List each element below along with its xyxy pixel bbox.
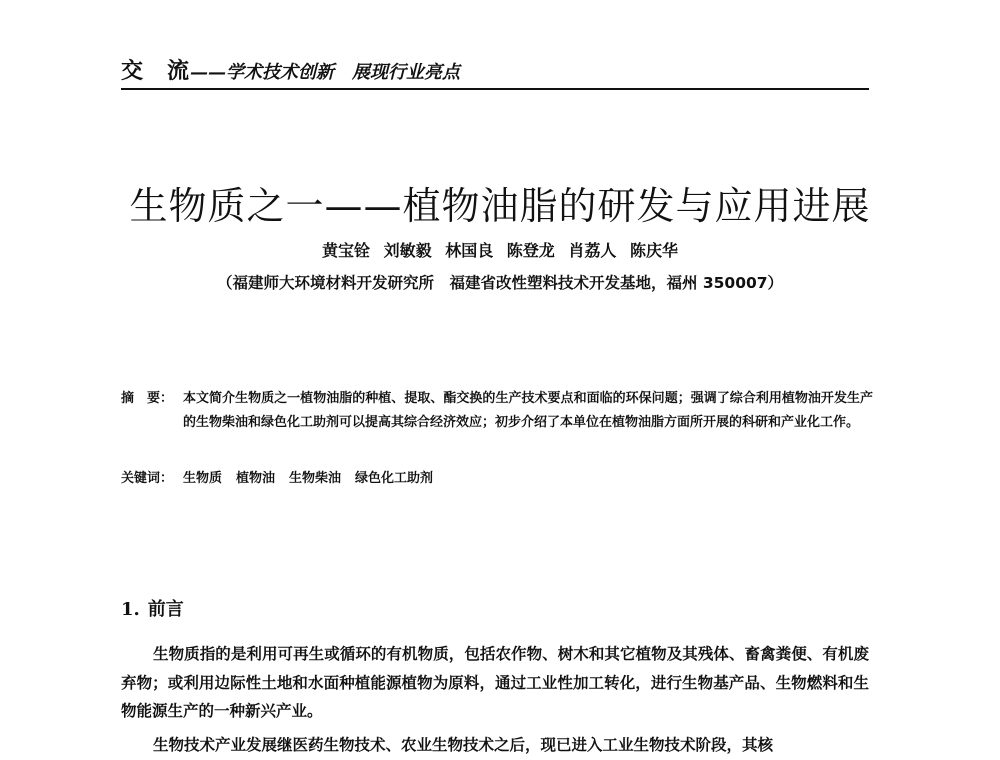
keywords: [121, 468, 873, 490]
keywords-label: 关键词：: [121, 471, 174, 486]
author: 陈庆华: [629, 241, 678, 260]
author: 林国良: [445, 241, 494, 260]
author: 刘敏毅: [383, 241, 432, 260]
section-number: 1.: [121, 599, 140, 620]
abstract-label: 摘 要：: [121, 391, 174, 406]
author: 黄宝铨: [322, 241, 371, 260]
abstract-text: 本文简介生物质之一植物油脂的种植、提取、酯交换的生产技术要点和面临的环保问题；强调了综合利用植物油开发生产的生物柴油和绿色化工助剂可以提高其综合经济效应；初步介绍了本单位在植物油脂方面所开展的科研和产业化工作。: [183, 391, 873, 430]
running-header: [121, 58, 869, 90]
keyword: 生物质: [183, 471, 223, 486]
paper-title: 生物质之一——植物油脂的研发与应用进展: [129, 184, 871, 228]
affiliation: （福建师大环境材料开发研究所 福建省改性塑料技术开发基地，福州 350007）: [216, 274, 784, 292]
keyword: 绿色化工助剂: [355, 471, 434, 486]
author-list: [0, 240, 1000, 262]
section-title: 前言: [147, 599, 184, 620]
body-paragraph: 生物技术产业发展继医药生物技术、农业生物技术之后，现已进入工业生物技术阶段，其核: [153, 736, 774, 754]
body-paragraph: 生物质指的是利用可再生或循环的有机物质，包括农作物、树木和其它植物及其残体、畜禽粪便、有机废弃物；或利用边际性土地和水面种植能源植物为原料，通过工业性加工转化，进行生物基产品、生物燃料和生物能源生产的一种新兴产业。: [121, 645, 869, 720]
keyword: 植物油: [236, 471, 276, 486]
keyword: 生物柴油: [289, 471, 342, 486]
abstract: [121, 387, 873, 435]
header-section-label: 交 流: [121, 58, 191, 84]
author: 陈登龙: [506, 241, 555, 260]
section-heading: [121, 598, 184, 622]
author: 肖荔人: [568, 241, 617, 260]
header-slogan: ——学术技术创新 展现行业亮点: [190, 62, 461, 83]
